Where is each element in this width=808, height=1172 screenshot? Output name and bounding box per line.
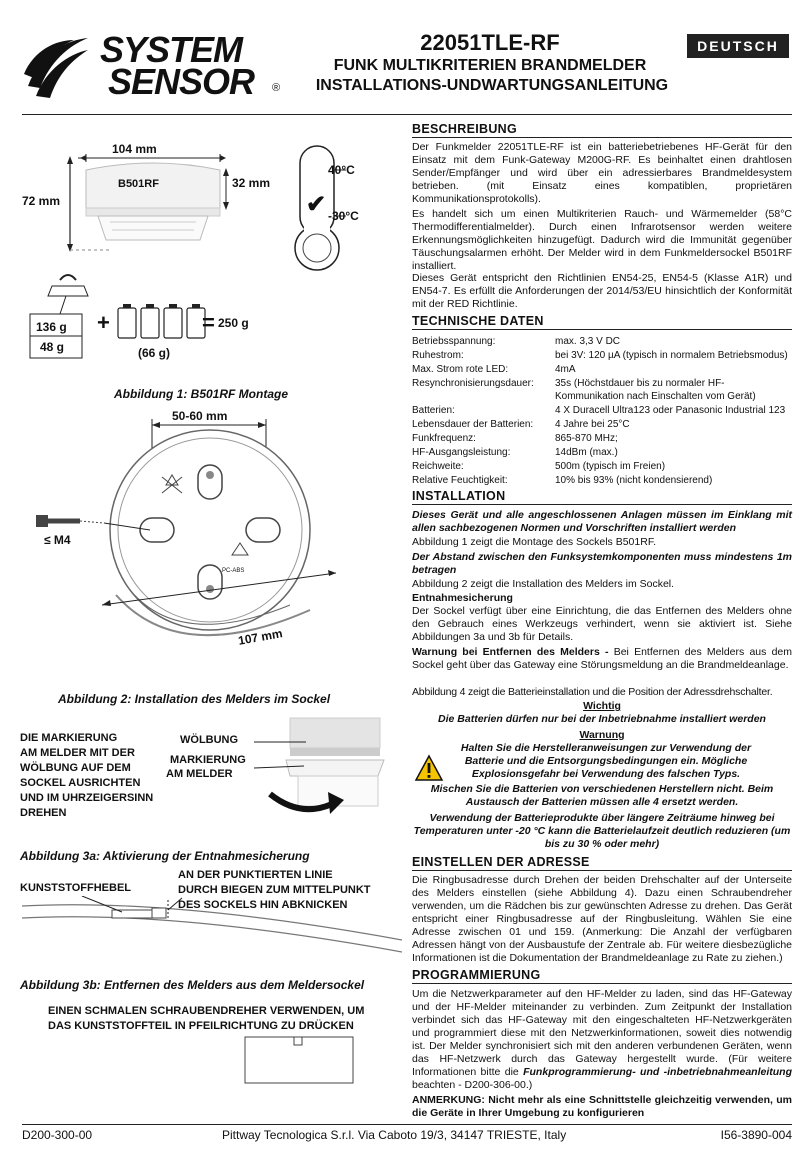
system-sensor-logo bbox=[22, 30, 282, 102]
installation-notice-2: Der Abstand zwischen den Funksystemkomponenten muss mindestens 1m betragen bbox=[412, 551, 792, 576]
adresse-text: Die Ringbusadresse durch Drehen der beiden Drehschalter auf der Unterseite des Melders einstellen (siehe Abbildung 4). Dazu einen Schraubendreher verwenden, um die Rädchen bis zur gewünschten Adresse zu drehen. Das Gerät entspricht einer Ringbusadresse auf der Ringbusleitung. Wählen Sie eine Adresse zwischen 01 und 159. (Anmerkung: Die Anzahl der verfügbaren Adressen hängt von der Ausbaustufe der Zentrale ab. Für weitere diesbezügliche Informationen ist die Dokumentation der Brandmeldeanlage zu Rate zu ziehen.) bbox=[412, 874, 792, 964]
footer-part-number: I56-3890-004 bbox=[720, 1128, 792, 1142]
figure-3b-caption: Abbildung 3b: Entfernen des Melders aus dem Meldersockel bbox=[20, 978, 365, 992]
logo-swoosh-icon bbox=[22, 34, 90, 100]
language-badge: DEUTSCH bbox=[687, 34, 789, 58]
footer-doc-number: D200-300-00 bbox=[22, 1128, 93, 1142]
figure-3b-drawing bbox=[22, 896, 402, 966]
fig3b-tool-instructions: EINEN SCHMALEN SCHRAUBENDREHER VERWENDEN, UM DAS KUNSTSTOFFTEIL IN PFEILRICHTUNG ZU DRÜCKEN bbox=[48, 1005, 365, 1032]
header-divider bbox=[22, 114, 792, 115]
fig1-width: 104 mm bbox=[112, 142, 157, 156]
equals-sign: = bbox=[202, 310, 215, 335]
beschreibung-p1: Der Funkmelder 22051TLE-RF ist ein batteriebetriebenes HF-Gerät für den Einsatz mit dem Funk-Gateway M200G-RF. Es beinhaltet einen drahtlosen Sender/Empfänger und wird über ein adressierbares Brandmeldesystem betrieben. (mit Einsatz eines kompatiblen, proprietären Kommunikationsprotokolls). bbox=[412, 141, 792, 205]
fig2-screw-size: ≤ M4 bbox=[44, 533, 71, 547]
fig3b-lever-label: KUNSTSTOFFHEBEL bbox=[20, 882, 132, 894]
checkmark-icon: ✔ bbox=[306, 191, 327, 218]
entnahmesicherung-heading: Entnahmesicherung bbox=[412, 592, 513, 604]
programmierung-text: Um die Netzwerkparameter auf den HF-Melder zu laden, sind das HF-Gateway und der HF-Melder miteinander zu verbinden. Zum Zeitpunkt der Installation verbindet sich das HF-Gateway mit den eingeschalteten HF-Netzwerkgeräten und programmiert diese mit den Netzwerkinformationen, soweit dies notwendig ist. Der Melder synchronisiert sich mit den anderen verbundenen Geräten, wenn das HF-Netzwerk durch das Gateway hergestellt wurde. (Für weitere Informationen bitte die Funkprogrammierung- und -inbetriebnahmeanleitung beachten - D200-306-00.) bbox=[412, 988, 792, 1091]
warning-triangle-icon bbox=[414, 754, 444, 782]
fig1-weight-detector: 136 g bbox=[36, 320, 67, 334]
logo-line2: SENSOR bbox=[108, 61, 255, 102]
figure-2-caption: Abbildung 2: Installation des Melders im Sockel bbox=[58, 692, 331, 706]
document-subtitle-2: INSTALLATIONS-UNDWARTUNGSANLEITUNG bbox=[315, 77, 669, 94]
section-adresse: EINSTELLEN DER ADRESSE bbox=[412, 854, 792, 871]
figure-3a-drawing bbox=[250, 716, 390, 828]
removal-warning: Warnung bei Entfernen des Melders - Bei Entfernen des Melders aus dem Sockel geht über das Gateway eine Störungsmeldung an die Brandmeldeanlage. bbox=[412, 646, 793, 671]
logo-line1: SYSTEM bbox=[100, 29, 243, 70]
fig3a-instructions: DIE MARKIERUNG AM MELDER MIT DER WÖLBUNG AUF DEM SOCKEL AUSRICHTEN UND IM UHRZEIGERSINN DREHEN bbox=[20, 732, 154, 819]
fig2-diameter: 107 mm bbox=[237, 626, 284, 648]
fig3a-marker-label-2: AM MELDER bbox=[166, 768, 233, 780]
fig1-model: B501RF bbox=[118, 178, 159, 190]
logo-registered: ® bbox=[272, 82, 281, 94]
fig1-height2: 32 mm bbox=[232, 176, 271, 190]
footer-address: Pittway Tecnologica S.r.l. Via Caboto 19/3, 34147 TRIESTE, Italy bbox=[222, 1128, 567, 1142]
section-technische-daten: TECHNISCHE DATEN bbox=[412, 313, 792, 330]
fig1-total-weight: 250 g bbox=[218, 316, 249, 330]
fig2-material-mark: PC-ABS bbox=[222, 568, 245, 574]
beschreibung-p2: Es handelt sich um einen Multikriterien Rauch- und Wärmemelder (58°C Thermodifferentialmelder). Durch einen Infrarotsensor werden weitere Erkennungsmöglichkeiten hinzugefügt. Dadurch wird die Immunität gegenüber Täuschungsalarmen erhöht. Der Melder wird in dem Funkmeldersockel B501RF installiert. bbox=[412, 208, 792, 272]
installation-text-2: Abbildung 2 zeigt die Installation des Melders im Sockel. bbox=[412, 578, 675, 590]
fig1-temp-high: 40°C bbox=[328, 163, 355, 177]
document-title: 22051TLE-RF bbox=[420, 30, 560, 55]
warning-text-2: Mischen Sie die Batterien von verschiedenen Herstellern nicht. Beim Austausch der Batterien müssen alle 4 ersetzt werden. bbox=[430, 783, 774, 808]
installation-text-4: Abbildung 4 zeigt die Batterieinstallation und die Position der Adressdrehschalter. bbox=[412, 686, 773, 698]
installation-notice-1: Dieses Gerät und alle angeschlossenen Anlagen müssen im Einklang mit allen sachbezogenen Normen und Vorschriften installiert werden bbox=[412, 509, 792, 534]
figure-1-caption: Abbildung 1: B501RF Montage bbox=[114, 387, 288, 401]
warning-heading: Warnung bbox=[579, 729, 625, 741]
installation-text-1: Abbildung 1 zeigt die Montage des Sockels B501RF. bbox=[412, 536, 656, 548]
warning-text-1: Halten Sie die Herstelleranweisungen zur Verwendung der Batterie und die Entsorgungsbedingungen ein. Mögliche Explosionsgefahr bei Verwendung des falschen Typs. bbox=[460, 742, 752, 780]
entnahmesicherung-text: Der Sockel verfügt über eine Einrichtung, die das Entfernen des Melders ohne den Gebrauch eines Werkzeugs verhindert, wenn sie aktiviert ist. Siehe Abbildungen 3a und 3b für Details. bbox=[412, 605, 792, 643]
figure-3a-caption: Abbildung 3a: Aktivierung der Entnahmesicherung bbox=[20, 849, 310, 863]
section-programmierung: PROGRAMMIERUNG bbox=[412, 967, 792, 984]
warning-text-3: Verwendung der Batterieprodukte über längere Zeiträume hinweg bei Temperaturen unter -20 °C kann die Batterielaufzeit deutlich reduzieren (um bis zu 30 % oder mehr) bbox=[413, 812, 791, 850]
fig3b-note: AN DER PUNKTIERTEN LINIE DURCH BIEGEN ZUM MITTELPUNKT DES SOCKELS HIN ABKNICKEN bbox=[178, 869, 371, 911]
figure-2-drawing bbox=[20, 405, 400, 685]
fig1-temp-low: -30°C bbox=[328, 209, 359, 223]
fig3a-marker-label-1: MARKIERUNG bbox=[170, 754, 246, 766]
beschreibung-p3: Dieses Gerät entspricht den Richtlinien EN54-25, EN54-5 (Klasse A1R) und EN54-7. Es erfüllt die Anforderungen der 2014/53/EU hinsichtlich der Konformität mit der RED Richtlinie. bbox=[412, 272, 792, 310]
section-beschreibung: BESCHREIBUNG bbox=[412, 121, 792, 138]
fig2-spacing: 50-60 mm bbox=[172, 409, 228, 423]
footer-divider bbox=[22, 1124, 792, 1125]
fig1-height: 72 mm bbox=[22, 194, 61, 208]
fig3a-woelbung-label: WÖLBUNG bbox=[180, 734, 239, 746]
fig1-weight-base: 48 g bbox=[40, 340, 65, 354]
figure-3b-tool-drawing bbox=[244, 1036, 354, 1084]
important-heading: Wichtig bbox=[583, 700, 621, 712]
section-installation: INSTALLATION bbox=[412, 488, 792, 505]
important-text: Die Batterien dürfen nur bei der Inbetriebnahme installiert werden bbox=[438, 713, 766, 725]
plus-sign: + bbox=[97, 310, 110, 335]
document-subtitle-1: FUNK MULTIKRITERIEN BRANDMELDER bbox=[333, 57, 647, 74]
fig1-battery-weight: (66 g) bbox=[138, 346, 171, 360]
programmierung-note: ANMERKUNG: Nicht mehr als eine Schnittstelle gleichzeitig verwenden, um die Geräte in Ihrer Umgebung zu konfigurieren bbox=[412, 1094, 792, 1119]
